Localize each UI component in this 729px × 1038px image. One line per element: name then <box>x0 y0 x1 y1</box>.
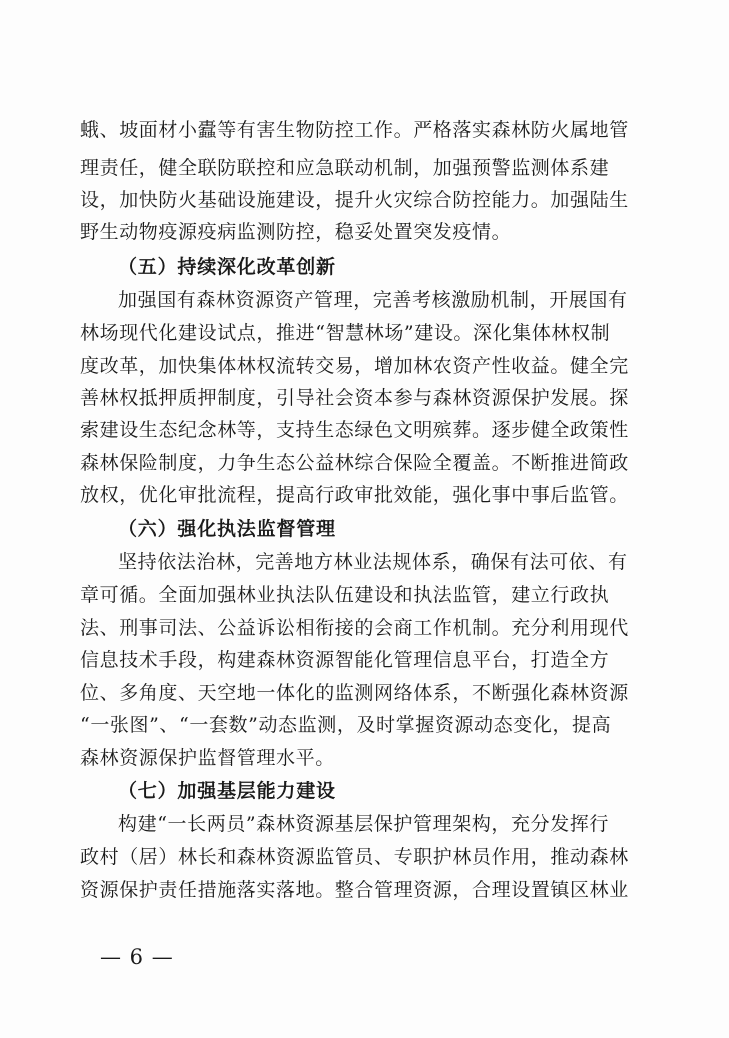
body-line-20: 森林资源保护监督管理水平。 <box>80 747 335 769</box>
body-line-11: 森林保险制度，力争生态公益林综合保险全覆盖。不断推进简政 <box>80 452 629 474</box>
body-line-1: 蛾、坡面材小蠹等有害生物防控工作。严格落实森林防火属地管 <box>80 119 629 141</box>
body-line-16: 法、刑事司法、公益诉讼相衔接的会商工作机制。充分利用现代 <box>80 617 629 639</box>
body-line-17: 信息技术手段，构建森林资源智能化管理信息平台，打造全方 <box>80 649 610 671</box>
body-line-8: 度改革，加快集体林权流转交易，增加林农资产性收益。健全完 <box>80 355 629 377</box>
body-line-10: 索建设生态纪念林等，支持生态绿色文明殡葬。逐步健全政策性 <box>80 419 629 441</box>
body-line-23: 政村（居）林长和森林资源监管员、专职护林员作用，推动森林 <box>80 846 629 868</box>
body-line-4: 野生动物疫源疫病监测防控，稳妥处置突发疫情。 <box>80 221 512 243</box>
page-number: — 6 — <box>100 945 174 969</box>
body-line-15: 章可循。全面加强林业执法队伍建设和执法监管，建立行政执 <box>80 584 610 606</box>
section-heading-7: （七）加强基层能力建设 <box>118 780 336 802</box>
body-line-18: 位、多角度、天空地一体化的监测网络体系，不断强化森林资源 <box>80 682 629 704</box>
body-line-19: “一张图”、“一套数”动态监测，及时掌握资源动态变化，提高 <box>80 714 612 736</box>
body-line-6: 加强国有森林资源资产管理，完善考核激励机制，开展国有 <box>118 289 628 311</box>
body-line-3: 设，加快防火基础设施建设，提升火灾综合防控能力。加强陆生 <box>80 189 629 211</box>
body-line-9: 善林权抵押质押制度，引导社会资本参与森林资源保护发展。探 <box>80 387 629 409</box>
body-line-14: 坚持依法治林，完善地方林业法规体系，确保有法可依、有 <box>118 551 628 573</box>
section-heading-6: （六）强化执法监督管理 <box>118 518 336 540</box>
section-heading-5: （五）持续深化改革创新 <box>118 256 336 278</box>
body-line-12: 放权，优化审批流程，提高行政审批效能，强化事中事后监管。 <box>80 484 629 506</box>
body-line-24: 资源保护责任措施落实落地。整合管理资源，合理设置镇区林业 <box>80 879 629 901</box>
body-line-2: 理责任，健全联防联控和应急联动机制，加强预警监测体系建 <box>80 157 610 179</box>
body-line-22: 构建“一长两员”森林资源基层保护管理架构，充分发挥行 <box>118 813 610 835</box>
body-line-7: 林场现代化建设试点，推进“智慧林场”建设。深化集体林权制 <box>80 322 611 344</box>
